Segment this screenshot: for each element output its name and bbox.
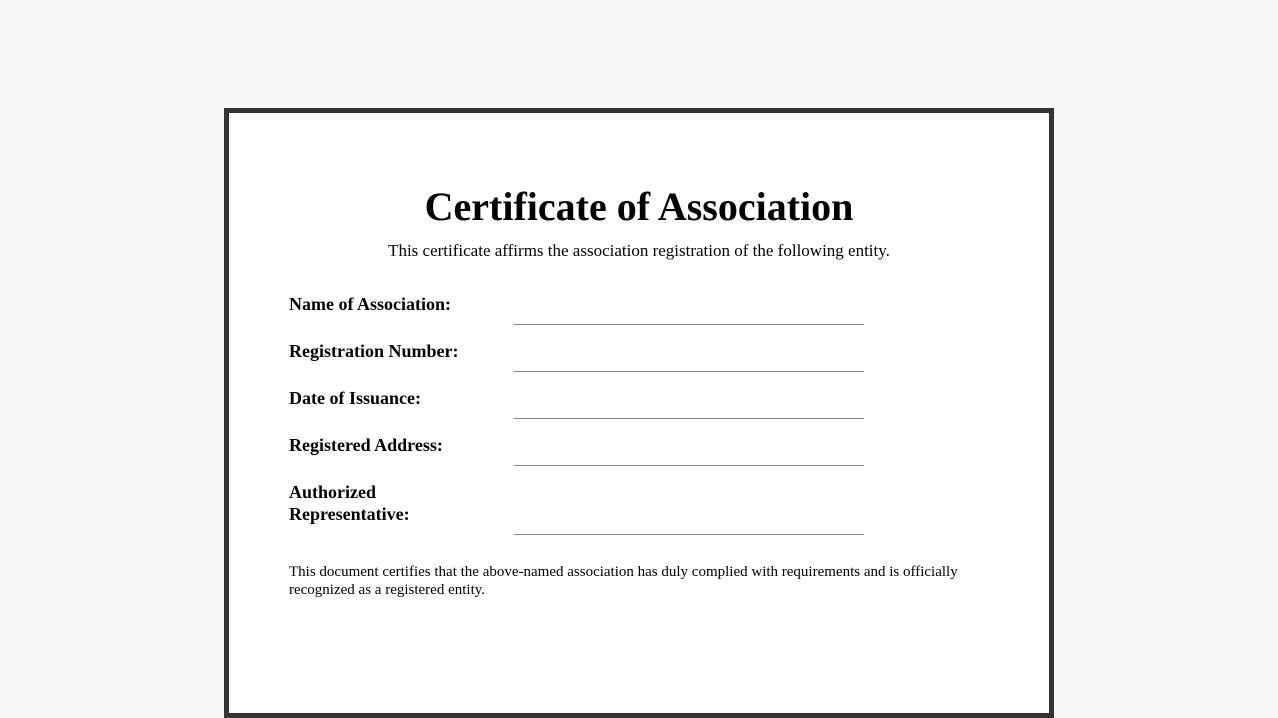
certification-statement: This document certifies that the above-named association has duly complied with requirements and is officially recognized as a registered entity.: [289, 564, 958, 598]
field-authorized-representative: [289, 481, 869, 525]
field-label: Name of Association:: [289, 294, 451, 314]
field-date-of-issuance: [289, 365, 869, 409]
certificate-title: Certificate of Association: [424, 184, 854, 229]
field-registration-number: [289, 318, 869, 362]
fill-line: [514, 465, 864, 466]
field-name-of-association: [289, 271, 869, 315]
field-label: Date of Issuance:: [289, 388, 421, 408]
field-label: Authorized Representative:: [289, 482, 410, 524]
field-label: Registered Address:: [289, 435, 443, 455]
certificate-subtitle: This certificate affirms the association registration of the following entity.: [388, 241, 890, 260]
field-label: Registration Number:: [289, 341, 459, 361]
certificate: [224, 108, 1054, 718]
fill-line: [514, 534, 864, 535]
field-registered-address: [289, 412, 869, 456]
